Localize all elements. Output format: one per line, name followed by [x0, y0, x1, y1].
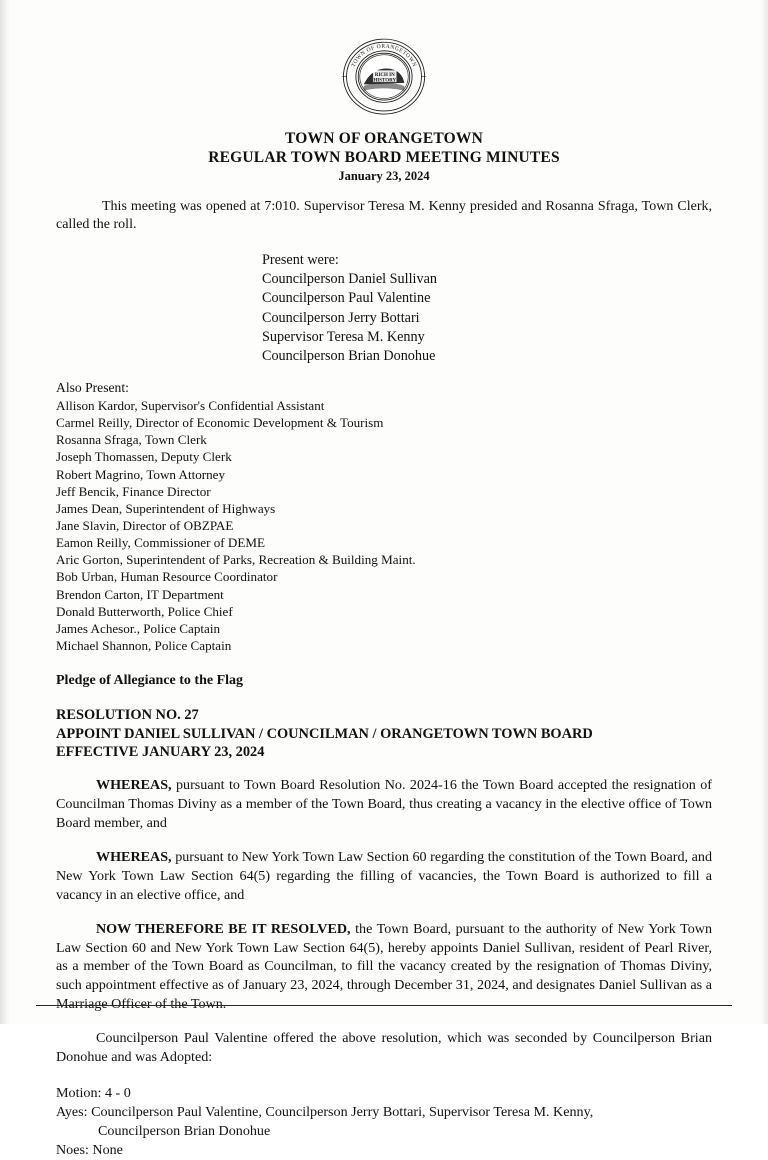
- page-right-shadow: [760, 0, 768, 1024]
- present-member: Councilperson Brian Donohue: [262, 347, 436, 364]
- list-item: Bob Urban, Human Resource Coordinator: [56, 569, 278, 585]
- list-item: Jane Slavin, Director of OBZPAE: [56, 518, 234, 534]
- whereas-2-lead: WHEREAS,: [96, 849, 172, 866]
- list-item: James Dean, Superintendent of Highways: [56, 500, 276, 516]
- resolved-text: the Town Board, pursuant to the authority of New York Town Law Section 60 and New York Town Law Section 64(5), hereby appoints Daniel Sullivan, resident of Pearl River, as a member of the Town Board as Councilman, to fill the vacancy created by the resignation of Thomas Diviny, such appointment effective as of January 23, 2024, through December 31, 2024, and designates Daniel Sullivan as a Marriage Officer of the Town.: [56, 920, 712, 1013]
- list-item: Aric Gorton, Superintendent of Parks, Recreation & Building Maint.: [56, 552, 416, 568]
- pledge-of-allegiance-label: Pledge of Allegiance to the Flag: [56, 673, 244, 689]
- present-member: Councilperson Daniel Sullivan: [262, 271, 437, 288]
- doc-title-line1: TOWN OF ORANGETOWN: [285, 130, 483, 147]
- resolved-paragraph: [56, 920, 712, 1014]
- doc-date: January 23, 2024: [338, 168, 430, 183]
- town-seal-icon: [329, 36, 439, 118]
- also-present-list: [56, 397, 712, 654]
- list-item: Brendon Carton, IT Department: [56, 586, 224, 602]
- whereas-paragraph-2: [56, 848, 712, 905]
- page-title: [56, 130, 712, 168]
- resolution-heading: [56, 706, 712, 761]
- whereas-1-lead: WHEREAS,: [96, 777, 172, 794]
- doc-title-line2: REGULAR TOWN BOARD MEETING MINUTES: [208, 148, 560, 166]
- also-present-heading: Also Present:: [56, 380, 129, 396]
- opening-paragraph: [56, 198, 712, 235]
- whereas-paragraph-1: [56, 776, 712, 833]
- resolution-title: APPOINT DANIEL SULLIVAN / COUNCILMAN / ORANGETOWN TOWN BOARD: [56, 725, 593, 742]
- list-item: Rosanna Sfraga, Town Clerk: [56, 432, 207, 448]
- present-member: Supervisor Teresa M. Kenny: [262, 328, 425, 345]
- resolution-number: RESOLUTION NO. 27: [56, 707, 199, 724]
- whereas-2-text: pursuant to New York Town Law Section 60 regarding the constitution of the Town Board, and New York Town Law Section 64(5) regarding the filling of vacancies, the Town Board is authorized to fill a vacancy in an elective office, and: [56, 849, 713, 903]
- offered-paragraph: [56, 1029, 712, 1067]
- offered-text: Councilperson Paul Valentine offered the above resolution, which was seconded by Councilperson Brian Donohue and was Adopted:: [56, 1030, 712, 1065]
- page-left-shadow: [0, 0, 10, 1024]
- ayes-continued: Councilperson Brian Donohue: [98, 1123, 271, 1140]
- list-item: Donald Butterworth, Police Chief: [56, 603, 233, 619]
- footer-divider: [36, 1005, 732, 1006]
- present-member: Councilperson Jerry Bottari: [262, 309, 420, 326]
- svg-text:RICH IN: RICH IN: [374, 72, 395, 78]
- seal-container: [56, 36, 712, 118]
- vote-block: [56, 1084, 712, 1160]
- list-item: Allison Kardor, Supervisor's Confidential Assistant: [56, 398, 325, 414]
- present-block: [262, 251, 712, 366]
- list-item: Joseph Thomassen, Deputy Clerk: [56, 449, 232, 465]
- present-heading: Present were:: [262, 252, 339, 269]
- opening-text: This meeting was opened at 7:010. Supervisor Teresa M. Kenny presided and Rosanna Sfraga, Town Clerk, called the roll.: [56, 198, 712, 233]
- ayes-line: Ayes: Councilperson Paul Valentine, Councilperson Jerry Bottari, Supervisor Teresa M. Kenny,: [56, 1104, 594, 1121]
- list-item: Carmel Reilly, Director of Economic Development & Tourism: [56, 415, 384, 431]
- motion-result: Motion: 4 - 0: [56, 1084, 131, 1101]
- svg-text:HISTORY: HISTORY: [373, 78, 397, 84]
- list-item: Robert Magrino, Town Attorney: [56, 466, 226, 482]
- resolution-effective-date: EFFECTIVE JANUARY 23, 2024: [56, 744, 265, 761]
- whereas-1-text: pursuant to Town Board Resolution No. 2024-16 the Town Board accepted the resignation of Councilman Thomas Diviny as a member of the Town Board, thus creating a vacancy in the elective office of Town Board member, and: [56, 777, 712, 832]
- noes-line: Noes: None: [56, 1142, 123, 1159]
- resolved-lead: NOW THEREFORE BE IT RESOLVED,: [96, 920, 351, 937]
- present-member: Councilperson Paul Valentine: [262, 290, 431, 307]
- list-item: James Achesor., Police Captain: [56, 620, 221, 636]
- list-item: Jeff Bencik, Finance Director: [56, 483, 211, 499]
- svg-text:TOWN OF ORANGETOWN: TOWN OF ORANGETOWN: [350, 43, 418, 69]
- list-item: Eamon Reilly, Commissioner of DEME: [56, 535, 265, 551]
- list-item: Michael Shannon, Police Captain: [56, 638, 232, 654]
